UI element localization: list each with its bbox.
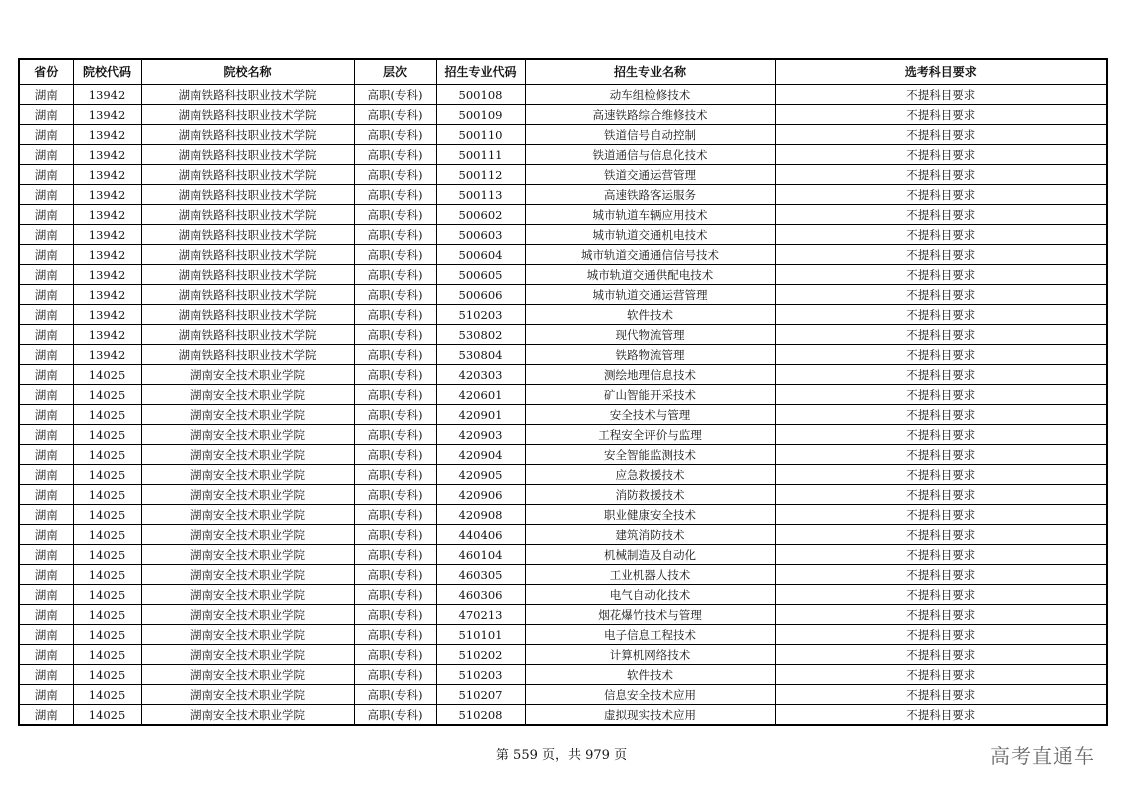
header-subject-requirement: 选考科目要求 xyxy=(775,59,1107,85)
cell-subject-requirement: 不提科目要求 xyxy=(775,105,1107,125)
cell-major-code: 500604 xyxy=(436,245,525,265)
cell-level: 高职(专科) xyxy=(354,305,436,325)
cell-school-name: 湖南安全技术职业学院 xyxy=(141,505,354,525)
cell-school-name: 湖南铁路科技职业技术学院 xyxy=(141,265,354,285)
admission-table xyxy=(18,58,1108,726)
cell-school-code: 13942 xyxy=(73,285,141,305)
cell-subject-requirement: 不提科目要求 xyxy=(775,325,1107,345)
cell-subject-requirement: 不提科目要求 xyxy=(775,205,1107,225)
cell-school-code: 14025 xyxy=(73,645,141,665)
cell-school-code: 14025 xyxy=(73,665,141,685)
table-row xyxy=(19,165,1107,185)
cell-major-name: 虚拟现实技术应用 xyxy=(525,705,775,726)
cell-school-code: 13942 xyxy=(73,105,141,125)
table-row xyxy=(19,525,1107,545)
cell-province: 湖南 xyxy=(19,705,73,726)
cell-major-code: 500605 xyxy=(436,265,525,285)
cell-school-name: 湖南安全技术职业学院 xyxy=(141,705,354,726)
table-row xyxy=(19,505,1107,525)
cell-school-code: 14025 xyxy=(73,585,141,605)
cell-level: 高职(专科) xyxy=(354,405,436,425)
table-row xyxy=(19,545,1107,565)
cell-province: 湖南 xyxy=(19,605,73,625)
cell-province: 湖南 xyxy=(19,125,73,145)
cell-province: 湖南 xyxy=(19,145,73,165)
cell-major-code: 500113 xyxy=(436,185,525,205)
cell-major-name: 动车组检修技术 xyxy=(525,85,775,105)
table-row xyxy=(19,325,1107,345)
cell-major-name: 测绘地理信息技术 xyxy=(525,365,775,385)
cell-level: 高职(专科) xyxy=(354,365,436,385)
page-number: 第 559 页，共 979 页 xyxy=(495,748,628,763)
cell-province: 湖南 xyxy=(19,165,73,185)
cell-school-name: 湖南安全技术职业学院 xyxy=(141,445,354,465)
cell-major-name: 电气自动化技术 xyxy=(525,585,775,605)
cell-province: 湖南 xyxy=(19,665,73,685)
table-body xyxy=(19,85,1107,726)
header-level: 层次 xyxy=(354,59,436,85)
cell-school-code: 14025 xyxy=(73,705,141,726)
cell-province: 湖南 xyxy=(19,525,73,545)
table-row xyxy=(19,625,1107,645)
cell-level: 高职(专科) xyxy=(354,665,436,685)
cell-level: 高职(专科) xyxy=(354,125,436,145)
table-row xyxy=(19,645,1107,665)
cell-school-name: 湖南安全技术职业学院 xyxy=(141,605,354,625)
cell-major-name: 铁道信号自动控制 xyxy=(525,125,775,145)
cell-major-name: 建筑消防技术 xyxy=(525,525,775,545)
cell-subject-requirement: 不提科目要求 xyxy=(775,85,1107,105)
cell-school-name: 湖南铁路科技职业技术学院 xyxy=(141,325,354,345)
cell-level: 高职(专科) xyxy=(354,645,436,665)
cell-level: 高职(专科) xyxy=(354,225,436,245)
header-major-code: 招生专业代码 xyxy=(436,59,525,85)
cell-school-code: 13942 xyxy=(73,145,141,165)
cell-province: 湖南 xyxy=(19,565,73,585)
cell-level: 高职(专科) xyxy=(354,105,436,125)
cell-school-code: 13942 xyxy=(73,345,141,365)
cell-major-code: 500603 xyxy=(436,225,525,245)
cell-school-name: 湖南安全技术职业学院 xyxy=(141,645,354,665)
cell-school-code: 13942 xyxy=(73,185,141,205)
table-row xyxy=(19,405,1107,425)
cell-major-code: 530802 xyxy=(436,325,525,345)
cell-subject-requirement: 不提科目要求 xyxy=(775,165,1107,185)
cell-subject-requirement: 不提科目要求 xyxy=(775,385,1107,405)
cell-subject-requirement: 不提科目要求 xyxy=(775,145,1107,165)
cell-level: 高职(专科) xyxy=(354,245,436,265)
cell-subject-requirement: 不提科目要求 xyxy=(775,245,1107,265)
cell-major-name: 消防救援技术 xyxy=(525,485,775,505)
cell-school-code: 13942 xyxy=(73,225,141,245)
cell-major-code: 420908 xyxy=(436,505,525,525)
cell-school-code: 14025 xyxy=(73,425,141,445)
cell-major-name: 矿山智能开采技术 xyxy=(525,385,775,405)
cell-province: 湖南 xyxy=(19,485,73,505)
cell-school-name: 湖南安全技术职业学院 xyxy=(141,525,354,545)
cell-school-name: 湖南铁路科技职业技术学院 xyxy=(141,205,354,225)
cell-subject-requirement: 不提科目要求 xyxy=(775,605,1107,625)
cell-province: 湖南 xyxy=(19,225,73,245)
cell-level: 高职(专科) xyxy=(354,565,436,585)
cell-subject-requirement: 不提科目要求 xyxy=(775,185,1107,205)
cell-school-code: 14025 xyxy=(73,385,141,405)
table-row xyxy=(19,585,1107,605)
cell-subject-requirement: 不提科目要求 xyxy=(775,405,1107,425)
cell-province: 湖南 xyxy=(19,185,73,205)
cell-province: 湖南 xyxy=(19,425,73,445)
cell-major-code: 500602 xyxy=(436,205,525,225)
cell-subject-requirement: 不提科目要求 xyxy=(775,645,1107,665)
cell-school-name: 湖南铁路科技职业技术学院 xyxy=(141,105,354,125)
cell-subject-requirement: 不提科目要求 xyxy=(775,525,1107,545)
cell-major-code: 460306 xyxy=(436,585,525,605)
cell-level: 高职(专科) xyxy=(354,165,436,185)
cell-province: 湖南 xyxy=(19,685,73,705)
cell-subject-requirement: 不提科目要求 xyxy=(775,465,1107,485)
cell-major-code: 500108 xyxy=(436,85,525,105)
table-row xyxy=(19,125,1107,145)
cell-province: 湖南 xyxy=(19,505,73,525)
cell-subject-requirement: 不提科目要求 xyxy=(775,445,1107,465)
cell-major-code: 420903 xyxy=(436,425,525,445)
cell-major-name: 工业机器人技术 xyxy=(525,565,775,585)
table-row xyxy=(19,285,1107,305)
cell-school-code: 14025 xyxy=(73,505,141,525)
cell-major-code: 500110 xyxy=(436,125,525,145)
cell-school-name: 湖南安全技术职业学院 xyxy=(141,405,354,425)
cell-major-name: 高速铁路客运服务 xyxy=(525,185,775,205)
table-row xyxy=(19,205,1107,225)
cell-major-name: 铁道通信与信息化技术 xyxy=(525,145,775,165)
cell-school-name: 湖南铁路科技职业技术学院 xyxy=(141,125,354,145)
table-row xyxy=(19,385,1107,405)
table-row xyxy=(19,665,1107,685)
cell-subject-requirement: 不提科目要求 xyxy=(775,305,1107,325)
cell-school-name: 湖南安全技术职业学院 xyxy=(141,425,354,445)
cell-major-code: 510203 xyxy=(436,305,525,325)
cell-subject-requirement: 不提科目要求 xyxy=(775,565,1107,585)
header-school-code: 院校代码 xyxy=(73,59,141,85)
table-row xyxy=(19,605,1107,625)
cell-province: 湖南 xyxy=(19,545,73,565)
cell-major-name: 城市轨道交通机电技术 xyxy=(525,225,775,245)
table-row xyxy=(19,445,1107,465)
cell-level: 高职(专科) xyxy=(354,185,436,205)
cell-major-name: 工程安全评价与监理 xyxy=(525,425,775,445)
table-row xyxy=(19,365,1107,385)
cell-major-code: 420904 xyxy=(436,445,525,465)
table-row xyxy=(19,345,1107,365)
cell-subject-requirement: 不提科目要求 xyxy=(775,685,1107,705)
cell-major-name: 信息安全技术应用 xyxy=(525,685,775,705)
cell-subject-requirement: 不提科目要求 xyxy=(775,585,1107,605)
cell-major-code: 440406 xyxy=(436,525,525,545)
cell-province: 湖南 xyxy=(19,445,73,465)
cell-province: 湖南 xyxy=(19,385,73,405)
cell-major-code: 530804 xyxy=(436,345,525,365)
cell-school-code: 13942 xyxy=(73,125,141,145)
cell-level: 高职(专科) xyxy=(354,285,436,305)
cell-province: 湖南 xyxy=(19,405,73,425)
table-row xyxy=(19,465,1107,485)
cell-subject-requirement: 不提科目要求 xyxy=(775,665,1107,685)
cell-level: 高职(专科) xyxy=(354,445,436,465)
cell-province: 湖南 xyxy=(19,645,73,665)
cell-school-name: 湖南安全技术职业学院 xyxy=(141,625,354,645)
cell-level: 高职(专科) xyxy=(354,585,436,605)
cell-school-name: 湖南安全技术职业学院 xyxy=(141,585,354,605)
cell-school-name: 湖南铁路科技职业技术学院 xyxy=(141,245,354,265)
cell-major-name: 软件技术 xyxy=(525,665,775,685)
cell-major-code: 510101 xyxy=(436,625,525,645)
cell-major-code: 460104 xyxy=(436,545,525,565)
cell-level: 高职(专科) xyxy=(354,705,436,726)
cell-level: 高职(专科) xyxy=(354,205,436,225)
cell-level: 高职(专科) xyxy=(354,545,436,565)
table-header xyxy=(19,59,1107,85)
cell-school-code: 14025 xyxy=(73,445,141,465)
cell-major-code: 500606 xyxy=(436,285,525,305)
cell-level: 高职(专科) xyxy=(354,85,436,105)
cell-school-name: 湖南安全技术职业学院 xyxy=(141,665,354,685)
cell-school-code: 13942 xyxy=(73,205,141,225)
header-row xyxy=(19,59,1107,85)
cell-level: 高职(专科) xyxy=(354,145,436,165)
cell-province: 湖南 xyxy=(19,245,73,265)
table-row xyxy=(19,485,1107,505)
cell-school-code: 14025 xyxy=(73,545,141,565)
cell-school-name: 湖南安全技术职业学院 xyxy=(141,485,354,505)
cell-subject-requirement: 不提科目要求 xyxy=(775,345,1107,365)
cell-level: 高职(专科) xyxy=(354,525,436,545)
cell-province: 湖南 xyxy=(19,85,73,105)
cell-school-code: 14025 xyxy=(73,465,141,485)
table-row xyxy=(19,305,1107,325)
cell-level: 高职(专科) xyxy=(354,265,436,285)
cell-major-name: 铁路物流管理 xyxy=(525,345,775,365)
cell-school-code: 14025 xyxy=(73,605,141,625)
cell-province: 湖南 xyxy=(19,285,73,305)
cell-school-name: 湖南铁路科技职业技术学院 xyxy=(141,285,354,305)
cell-level: 高职(专科) xyxy=(354,325,436,345)
cell-school-name: 湖南铁路科技职业技术学院 xyxy=(141,225,354,245)
cell-school-name: 湖南安全技术职业学院 xyxy=(141,385,354,405)
cell-school-code: 13942 xyxy=(73,305,141,325)
cell-subject-requirement: 不提科目要求 xyxy=(775,705,1107,726)
cell-major-name: 城市轨道交通供配电技术 xyxy=(525,265,775,285)
table-row xyxy=(19,425,1107,445)
table-row xyxy=(19,245,1107,265)
cell-subject-requirement: 不提科目要求 xyxy=(775,425,1107,445)
cell-major-name: 高速铁路综合维修技术 xyxy=(525,105,775,125)
cell-school-code: 14025 xyxy=(73,485,141,505)
table-row xyxy=(19,145,1107,165)
cell-province: 湖南 xyxy=(19,365,73,385)
cell-major-code: 510203 xyxy=(436,665,525,685)
cell-school-code: 14025 xyxy=(73,525,141,545)
table-row xyxy=(19,105,1107,125)
cell-major-name: 应急救援技术 xyxy=(525,465,775,485)
cell-major-name: 铁道交通运营管理 xyxy=(525,165,775,185)
cell-school-name: 湖南安全技术职业学院 xyxy=(141,465,354,485)
cell-subject-requirement: 不提科目要求 xyxy=(775,285,1107,305)
table-row xyxy=(19,685,1107,705)
cell-province: 湖南 xyxy=(19,465,73,485)
cell-level: 高职(专科) xyxy=(354,685,436,705)
cell-province: 湖南 xyxy=(19,325,73,345)
cell-level: 高职(专科) xyxy=(354,425,436,445)
cell-school-name: 湖南铁路科技职业技术学院 xyxy=(141,165,354,185)
cell-subject-requirement: 不提科目要求 xyxy=(775,265,1107,285)
header-school-name: 院校名称 xyxy=(141,59,354,85)
cell-major-code: 420901 xyxy=(436,405,525,425)
header-major-name: 招生专业名称 xyxy=(525,59,775,85)
cell-major-code: 500109 xyxy=(436,105,525,125)
cell-major-code: 510208 xyxy=(436,705,525,726)
cell-major-code: 510207 xyxy=(436,685,525,705)
cell-school-name: 湖南安全技术职业学院 xyxy=(141,565,354,585)
cell-school-code: 13942 xyxy=(73,85,141,105)
cell-subject-requirement: 不提科目要求 xyxy=(775,625,1107,645)
cell-subject-requirement: 不提科目要求 xyxy=(775,505,1107,525)
cell-major-code: 420601 xyxy=(436,385,525,405)
cell-province: 湖南 xyxy=(19,625,73,645)
header-province: 省份 xyxy=(19,59,73,85)
cell-major-code: 420303 xyxy=(436,365,525,385)
cell-province: 湖南 xyxy=(19,345,73,365)
cell-major-name: 电子信息工程技术 xyxy=(525,625,775,645)
table-row xyxy=(19,185,1107,205)
cell-school-code: 13942 xyxy=(73,325,141,345)
cell-level: 高职(专科) xyxy=(354,465,436,485)
cell-major-name: 城市轨道交通运营管理 xyxy=(525,285,775,305)
cell-major-code: 420905 xyxy=(436,465,525,485)
cell-major-name: 城市轨道车辆应用技术 xyxy=(525,205,775,225)
cell-level: 高职(专科) xyxy=(354,385,436,405)
cell-major-name: 烟花爆竹技术与管理 xyxy=(525,605,775,625)
cell-major-name: 现代物流管理 xyxy=(525,325,775,345)
table-row xyxy=(19,265,1107,285)
cell-subject-requirement: 不提科目要求 xyxy=(775,365,1107,385)
cell-subject-requirement: 不提科目要求 xyxy=(775,125,1107,145)
cell-school-name: 湖南安全技术职业学院 xyxy=(141,365,354,385)
cell-level: 高职(专科) xyxy=(354,605,436,625)
cell-major-code: 470213 xyxy=(436,605,525,625)
cell-school-name: 湖南铁路科技职业技术学院 xyxy=(141,185,354,205)
watermark-logo: 高考直通车 xyxy=(990,744,1095,768)
cell-major-name: 安全智能监测技术 xyxy=(525,445,775,465)
cell-school-code: 13942 xyxy=(73,165,141,185)
cell-school-name: 湖南铁路科技职业技术学院 xyxy=(141,305,354,325)
cell-province: 湖南 xyxy=(19,265,73,285)
cell-major-code: 420906 xyxy=(436,485,525,505)
cell-school-code: 13942 xyxy=(73,265,141,285)
cell-major-name: 安全技术与管理 xyxy=(525,405,775,425)
cell-major-code: 460305 xyxy=(436,565,525,585)
cell-school-name: 湖南铁路科技职业技术学院 xyxy=(141,85,354,105)
cell-major-name: 机械制造及自动化 xyxy=(525,545,775,565)
cell-major-code: 500111 xyxy=(436,145,525,165)
cell-school-code: 14025 xyxy=(73,685,141,705)
cell-school-name: 湖南安全技术职业学院 xyxy=(141,545,354,565)
cell-school-name: 湖南铁路科技职业技术学院 xyxy=(141,145,354,165)
cell-province: 湖南 xyxy=(19,205,73,225)
cell-school-name: 湖南安全技术职业学院 xyxy=(141,685,354,705)
cell-subject-requirement: 不提科目要求 xyxy=(775,225,1107,245)
cell-school-code: 14025 xyxy=(73,365,141,385)
table-row xyxy=(19,705,1107,726)
cell-major-code: 500112 xyxy=(436,165,525,185)
table-row xyxy=(19,565,1107,585)
cell-major-name: 城市轨道交通通信信号技术 xyxy=(525,245,775,265)
cell-school-code: 14025 xyxy=(73,405,141,425)
cell-province: 湖南 xyxy=(19,585,73,605)
cell-school-code: 14025 xyxy=(73,565,141,585)
cell-level: 高职(专科) xyxy=(354,485,436,505)
table-row xyxy=(19,85,1107,105)
cell-level: 高职(专科) xyxy=(354,505,436,525)
cell-major-name: 计算机网络技术 xyxy=(525,645,775,665)
cell-province: 湖南 xyxy=(19,305,73,325)
cell-level: 高职(专科) xyxy=(354,625,436,645)
cell-major-name: 职业健康安全技术 xyxy=(525,505,775,525)
table-row xyxy=(19,225,1107,245)
cell-school-name: 湖南铁路科技职业技术学院 xyxy=(141,345,354,365)
cell-major-name: 软件技术 xyxy=(525,305,775,325)
cell-level: 高职(专科) xyxy=(354,345,436,365)
cell-school-code: 13942 xyxy=(73,245,141,265)
cell-major-code: 510202 xyxy=(436,645,525,665)
cell-province: 湖南 xyxy=(19,105,73,125)
cell-school-code: 14025 xyxy=(73,625,141,645)
cell-subject-requirement: 不提科目要求 xyxy=(775,485,1107,505)
cell-subject-requirement: 不提科目要求 xyxy=(775,545,1107,565)
